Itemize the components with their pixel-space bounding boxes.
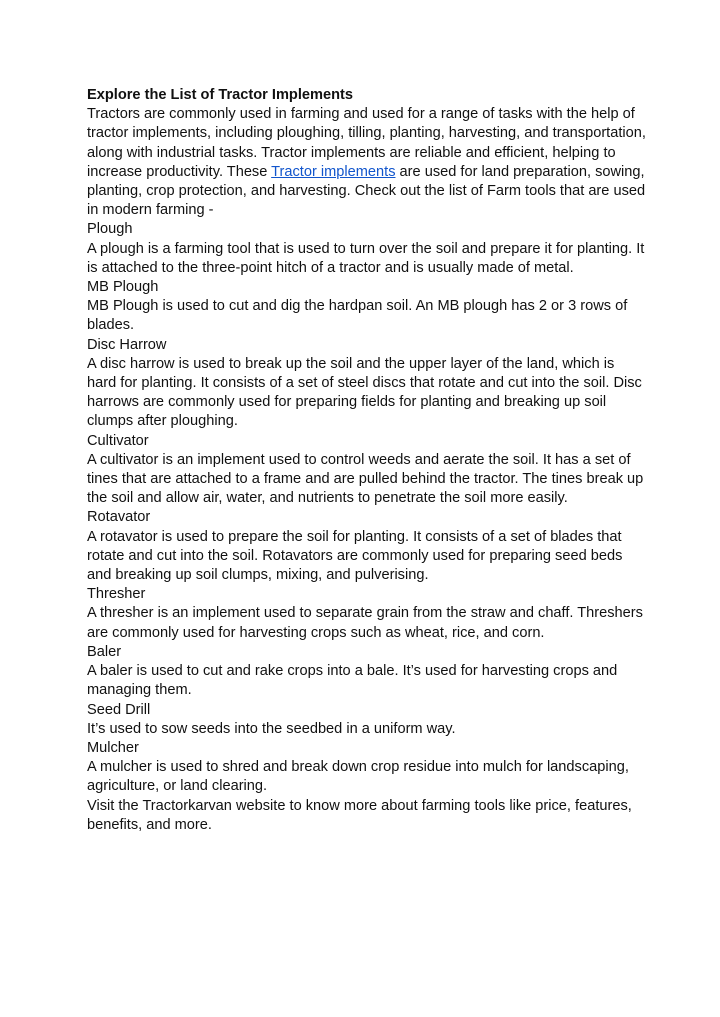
section-heading-disc-harrow: Disc Harrow	[87, 336, 167, 353]
section-heading-rotavator: Rotavator	[87, 509, 151, 526]
section-body-mulcher: A mulcher is used to shred and break down crop residue into mulch for landscaping, agriculture, or land clearing.	[87, 759, 629, 795]
section-heading-thresher: Thresher	[87, 586, 146, 603]
tractor-implements-link[interactable]: Tractor implements	[271, 163, 396, 180]
section-body-rotavator: A rotavator is used to prepare the soil for planting. It consists of a set of blades that rotate and cut into the soil. Rotavators are commonly used for preparing seed beds and breaking up soil clumps, mixing, and pulverising.	[87, 528, 623, 584]
section-body-seed-drill: It’s used to sow seeds into the seedbed in a uniform way.	[87, 720, 456, 737]
section-body-cultivator: A cultivator is an implement used to control weeds and aerate the soil. It has a set of tines that are attached to a frame and are pulled behind the tractor. The tines break up the soil and allow air, water, and nutrients to penetrate the soil more easily.	[87, 451, 644, 507]
section-body-thresher: A thresher is an implement used to separate grain from the straw and chaff. Threshers are commonly used for harvesting crops such as wheat, rice, and corn.	[87, 605, 643, 641]
section-heading-cultivator: Cultivator	[87, 432, 149, 449]
section-heading-mb-plough: MB Plough	[87, 279, 159, 296]
document-body	[87, 86, 647, 835]
intro-paragraph	[87, 105, 647, 220]
section-body-disc-harrow: A disc harrow is used to break up the soil and the upper layer of the land, which is hard for planting. It consists of a set of steel discs that rotate and cut into the soil. Disc harrows are commonly used for preparing fields for planting and breaking up soil clumps after ploughing.	[87, 355, 642, 430]
section-heading-mulcher: Mulcher	[87, 739, 139, 756]
section-heading-seed-drill: Seed Drill	[87, 701, 151, 718]
intro-text-end: are used for land preparation, sowing, planting, crop protection, and harvesting. Check out the list of Farm tools that are used in modern farming -	[87, 163, 646, 219]
intro-text-start: Tractors are commonly used in farming and used for a range of tasks with the help of tractor implements, including ploughing, tilling, planting, harvesting, and transportation, along with industrial tasks. Tractor implements are reliable and efficient, helping to increase productivity. These	[87, 106, 646, 180]
section-heading-baler: Baler	[87, 643, 122, 660]
section-body-plough: A plough is a farming tool that is used to turn over the soil and prepare it for planting. It is attached to the three-point hitch of a tractor and is usually made of metal.	[87, 240, 645, 276]
closing-paragraph: Visit the Tractorkarvan website to know more about farming tools like price, features, benefits, and more.	[87, 797, 632, 833]
document-title: Explore the List of Tractor Implements	[87, 87, 353, 103]
section-heading-plough: Plough	[87, 221, 133, 238]
section-body-mb-plough: MB Plough is used to cut and dig the hardpan soil. An MB plough has 2 or 3 rows of blades.	[87, 298, 628, 334]
section-body-baler: A baler is used to cut and rake crops into a bale. It’s used for harvesting crops and managing them.	[87, 663, 618, 699]
